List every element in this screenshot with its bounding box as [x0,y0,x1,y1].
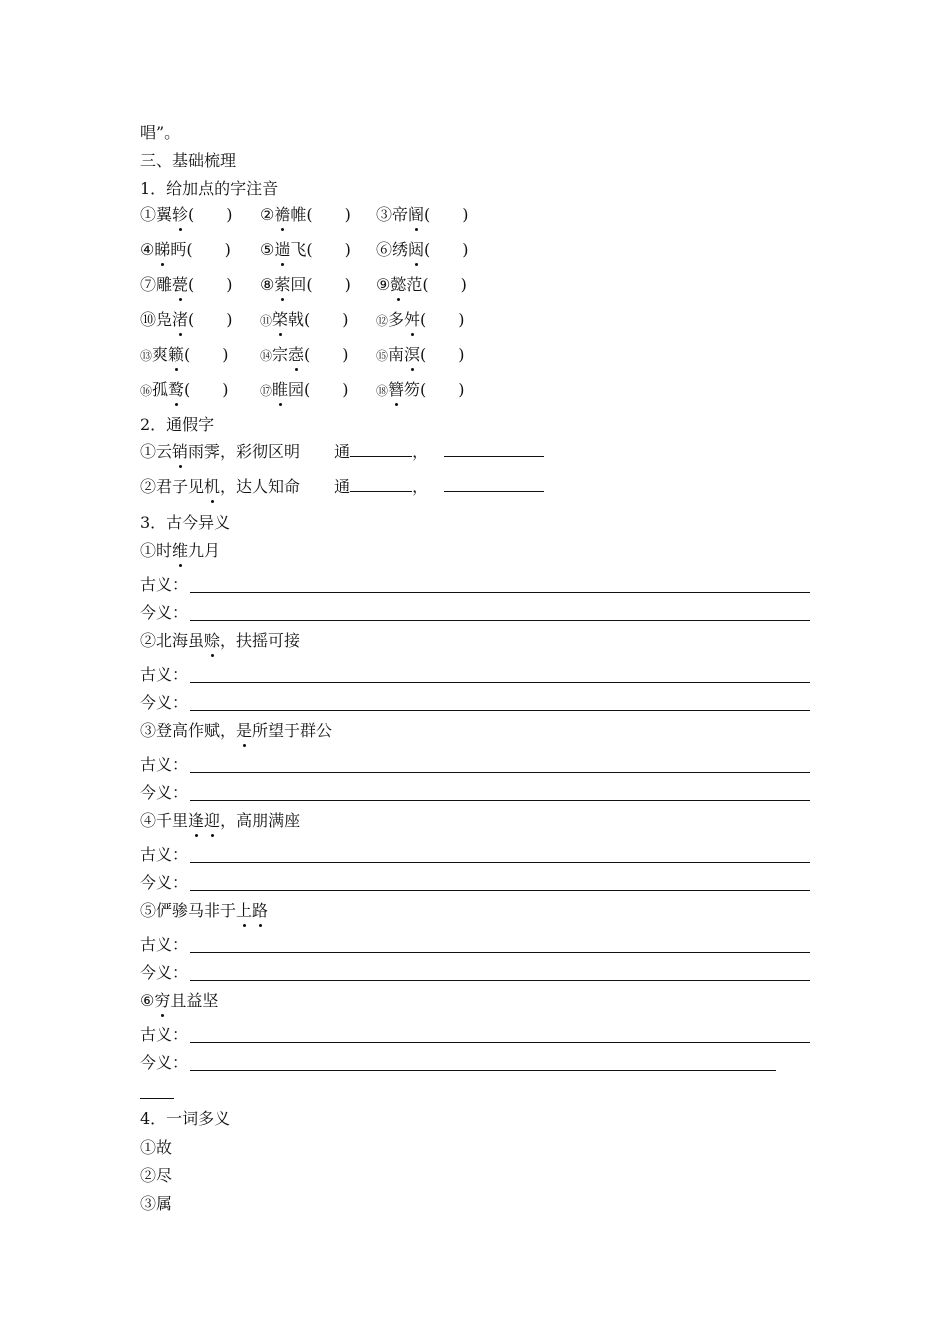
word-text: 眄 [170,240,187,259]
pinyin-item [376,344,465,367]
dotted-char: 溟 [404,345,421,364]
answer-paren[interactable]: ( ) [304,310,349,329]
item-number: ① [140,205,157,224]
word-text: 雕 [156,275,173,294]
dotted-char: 簪 [388,380,405,399]
item-number: ② [140,477,157,496]
tongjia-item [140,441,544,463]
polysemy-item: ③属 [140,1194,173,1213]
jin-answer-line[interactable] [190,1070,776,1071]
answer-paren[interactable]: ( ) [422,275,467,294]
tong-blank[interactable] [350,442,412,457]
item-number: ④ [140,811,157,830]
pinyin-item [140,274,233,296]
dotted-char: 路 [252,901,269,920]
item-number: ⑨ [376,275,391,294]
word-text: 园 [288,380,305,399]
jin-answer-line[interactable] [190,980,810,981]
dotted-char: 萦 [274,275,291,294]
item-number: ⑪ [260,314,273,328]
item-number: ⑱ [376,384,389,398]
pinyin-item [140,309,233,331]
dotted-char: 维 [172,541,189,560]
pinyin-item [376,239,469,261]
item-number: ⑮ [376,349,389,363]
dotted-char: 迎 [204,811,221,830]
answer-paren[interactable]: ( ) [306,205,351,224]
dotted-char: 渚 [172,310,189,329]
word-text: 时 [156,541,173,560]
word-text: 多 [388,310,405,329]
gujin-item [140,810,300,832]
q2-title: 2．通假字 [140,415,215,434]
word-text: 俨骖马非于 [156,901,237,920]
word-text: 所望于群公 [252,721,333,740]
dotted-char: 睇 [154,240,171,259]
dotted-char: 逢 [188,811,205,830]
word-text: 九月 [188,541,221,560]
tong-label: 通 [334,442,351,461]
word-text: 云 [156,442,173,461]
meaning-blank[interactable] [444,477,544,492]
gujin-item [140,720,332,742]
answer-paren[interactable]: ( ) [304,380,349,399]
answer-paren[interactable]: ( ) [420,380,465,399]
dotted-char: 是 [236,721,253,740]
tong-blank[interactable] [350,477,412,492]
dotted-char: 穷 [154,991,171,1010]
item-number: ① [140,442,157,461]
dotted-char: 悫 [288,345,305,364]
pinyin-item [260,344,349,367]
word-text: ，达人知命 [220,477,301,496]
word-text: 孤 [152,380,169,399]
item-number: ① [140,541,157,560]
word-text: 雨霁，彩彻区明 [188,442,301,461]
answer-paren[interactable]: ( ) [188,205,233,224]
item-number: ② [260,205,275,224]
dotted-char: 轸 [172,205,189,224]
dotted-char: 舛 [404,310,421,329]
item-number: ⑫ [376,314,389,328]
dotted-char: 销 [172,442,189,461]
pinyin-item [140,239,231,261]
word-text: 凫 [156,310,173,329]
answer-paren[interactable]: ( ) [188,275,233,294]
jin-label: 今义： [140,873,189,892]
pinyin-item [140,344,229,367]
gujin-item [140,900,268,922]
gujin-item [140,540,220,562]
word-text: 千里 [156,811,189,830]
answer-paren[interactable]: ( ) [306,275,351,294]
jin-label: 今义： [140,783,189,802]
word-text: 登高作赋， [156,721,237,740]
word-text: 君子见 [156,477,205,496]
gu-answer-line[interactable] [190,682,810,683]
item-number: ⑧ [260,275,275,294]
word-text: 回 [290,275,307,294]
gu-label: 古义： [140,575,189,594]
answer-paren[interactable]: ( ) [306,240,351,259]
gu-label: 古义： [140,845,189,864]
polysemy-item: ②尽 [140,1166,173,1185]
dotted-char: 上 [236,901,253,920]
answer-paren[interactable]: ( ) [184,380,229,399]
item-number: ⑦ [140,275,157,294]
answer-paren[interactable]: ( ) [304,345,349,364]
gu-label: 古义： [140,935,189,954]
word-text: 爽 [152,345,169,364]
gu-label: 古义： [140,755,189,774]
gu-answer-line[interactable] [190,1042,810,1043]
word-text: 笏 [404,380,421,399]
word-text: 宗 [272,345,289,364]
q3-title: 3．古今异义 [140,513,231,532]
polysemy-item: ①故 [140,1138,173,1157]
dotted-char: 机 [204,477,221,496]
word-text: 帷 [290,205,307,224]
gu-answer-line[interactable] [190,772,810,773]
item-number: ⑬ [140,349,153,363]
gu-answer-line[interactable] [190,862,810,863]
jin-label: 今义： [140,963,189,982]
dotted-char: 襜 [274,205,291,224]
item-number: ② [140,631,157,650]
gujin-item [140,630,300,652]
item-number: ⑭ [260,349,273,363]
dotted-char: 籁 [168,345,185,364]
dotted-char: 鹜 [168,380,185,399]
gu-label: 古义： [140,1025,189,1044]
word-text: 帝 [392,205,409,224]
jin-answer-line[interactable] [190,710,810,711]
pinyin-item [376,379,465,402]
pinyin-item [260,239,351,261]
dotted-char: 赊 [204,631,221,650]
pinyin-item [260,204,351,226]
pinyin-item [376,204,469,226]
pinyin-item [376,309,465,332]
gu-label: 古义： [140,665,189,684]
item-number: ⑰ [260,384,273,398]
pinyin-item [376,274,467,296]
divider-rule [140,1098,174,1099]
pinyin-item [140,204,233,226]
answer-paren[interactable]: ( ) [420,310,465,329]
word-text: 北海虽 [156,631,205,650]
item-number: ⑤ [140,901,157,920]
item-number: ⑩ [140,310,157,329]
dotted-char: 棨 [272,310,289,329]
gu-answer-line[interactable] [190,952,810,953]
answer-paren[interactable]: ( ) [424,205,469,224]
gujin-item [140,990,218,1012]
pinyin-item [260,309,349,332]
dotted-char: 闼 [408,240,425,259]
answer-paren[interactable]: ( ) [184,345,229,364]
intro-tail: 唱”。 [140,123,181,142]
answer-paren[interactable]: ( ) [420,345,465,364]
word-text: 绣 [392,240,409,259]
word-text: 翼 [156,205,173,224]
dotted-char: 遄 [274,240,291,259]
jin-answer-line[interactable] [190,800,810,801]
pinyin-item [260,379,349,402]
item-number: ⑤ [260,240,275,259]
item-number: ⑥ [140,991,155,1010]
jin-label: 今义： [140,693,189,712]
word-text: ，高朋满座 [220,811,301,830]
jin-answer-line[interactable] [190,890,810,891]
dotted-char: 睢 [272,380,289,399]
item-number: ⑥ [376,240,393,259]
jin-label: 今义： [140,1053,189,1072]
answer-paren[interactable]: ( ) [186,240,231,259]
gu-answer-line[interactable] [190,592,810,593]
word-text: ，扶摇可接 [220,631,301,650]
item-number: ③ [376,205,393,224]
jin-label: 今义： [140,603,189,622]
dotted-char: 阍 [408,205,425,224]
tongjia-item [140,476,544,498]
dotted-char: 懿 [390,275,407,294]
dotted-char: 甍 [172,275,189,294]
answer-paren[interactable]: ( ) [188,310,233,329]
word-text: 戟 [288,310,305,329]
section-title: 三、基础梳理 [140,151,237,170]
separator: ， [412,442,429,461]
word-text: 南 [388,345,405,364]
jin-answer-line[interactable] [190,620,810,621]
item-number: ⑯ [140,384,153,398]
pinyin-item [260,274,351,296]
word-text: 范 [406,275,423,294]
item-number: ③ [140,721,157,740]
q1-title: 1．给加点的字注音 [140,179,279,198]
separator: ， [412,477,429,496]
meaning-blank[interactable] [444,442,544,457]
word-text: 且益坚 [170,991,219,1010]
item-number: ④ [140,240,155,259]
q4-title: 4．一词多义 [140,1109,231,1128]
tong-label: 通 [334,477,351,496]
answer-paren[interactable]: ( ) [424,240,469,259]
pinyin-item [140,379,229,402]
word-text: 飞 [290,240,307,259]
